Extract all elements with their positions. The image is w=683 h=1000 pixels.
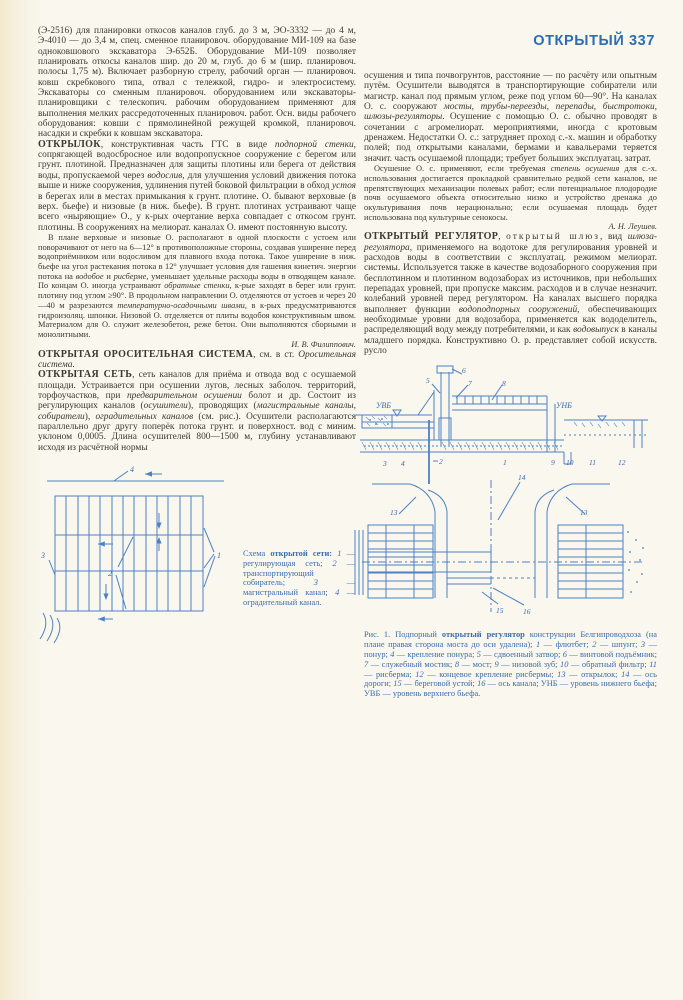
network-arrowheads [98, 471, 162, 621]
paragraph-excavator-continuation: (Э-2516) для планировки откосов каналов глуб. до 3 м, ЭО-3332 — до 4 м, Э-4010 — до 3,4 м, спец. сменное планировоч. оборудование МИ-109 на базе одноковшового экскаватора Э-652Б. Оборудование МИ-109 позволяет планировать откосы каналов шир. до 20 м, глуб. до 6 м (шир. планировоч. полосы 1,75 м). Включает разборную стрелу, рабочий орган — планировоч. ковш скребкового типа, отвал с тележкой, гидро- и электросистему. Экскаваторы со сменным планировоч. оборудованием или экскаваторы-планировщики с телескопич. рабочим оборудованием применяют для выполнения мелких рассредоточенных планировоч. работ. Осн. виды рабочего оборудования: ковши с прямолинейной режущей кромкой, планировоч. насадки и скребки к ковшам экскаватора. [38, 26, 356, 140]
label-2: 2 [439, 457, 443, 467]
label-2: 2 [108, 569, 112, 579]
label-1: 1 [217, 551, 221, 561]
label-13-left: 13 [390, 508, 398, 518]
label-15: 15 [496, 606, 504, 616]
open-network-diagram [38, 463, 234, 685]
network-number-labels [40, 465, 221, 578]
network-lines [40, 471, 224, 643]
cross-section-drawing [354, 366, 648, 484]
regulator-drawing [352, 360, 652, 622]
label-4: 4 [130, 465, 134, 475]
label-uvb: УВБ [376, 401, 391, 411]
label-12: 12 [618, 458, 626, 468]
label-14: 14 [518, 473, 526, 483]
article-otkrytaya-set: ОТКРЫТАЯ СЕТЬ, сеть каналов для приёма и отвода вод с осушаемой площади. Устраивается при осушении лугов, лесных заболоч. территорий, торфоучастков, при предварительном осушении болот и др. Состоит из регулирующих каналов (осушители), проводящих (магистральные каналы, собиратели), оградительных каналов (см. рис.). Осушители располагаются параллельно друг другу поперёк потока грунт. и поверхност. вод с миним. уклоном 0,0005. Длина осушителей 800—1500 м, глубину устанавливают исходя из расчётной нормы [38, 369, 357, 453]
paragraph-drainage-continuation: осушения и типа почвогрунтов, расстояние — по расчёту или опытным путём. Осушители выводятся в транспортирующие собиратели или магистр. канал под прямым углом, реже под углом 60—90°. На каналах О. с. сооружают мосты, трубы-переезды, перепады, быстротоки, шлюзы-регуляторы. Осушение с помощью О. с. обычно проводят в сочетании с агромелиорат. мероприятиями, иногда с кротовым дренажем. Недостатки О. с.: затрудняет проход с.-х. машин и обработку полей; под открытыми каналами, бермами и кавальерами теряется значит. часть осушаемой площади; требует больших эксплуатац. затрат. [364, 71, 657, 164]
left-column [38, 26, 356, 685]
label-5: 5 [426, 376, 430, 386]
figure-caption-open-network: Схема открытой сети: 1 — регулирующая сеть; 2 — транспортирующий собиратель; 3 — магистральный канал; 4 — оградительный канал. [243, 549, 356, 608]
figure-regulator [352, 360, 657, 627]
label-16: 16 [523, 607, 531, 617]
label-9: 9 [551, 458, 555, 468]
label-8: 8 [502, 379, 506, 389]
article-otkrytaya-orositelnaya-sistema: ОТКРЫТАЯ ОРОСИТЕЛЬНАЯ СИСТЕМА, см. в ст. Оросительная система. [38, 348, 356, 370]
label-unb: УНБ [556, 401, 572, 411]
page-gutter-shadow [0, 0, 42, 1000]
label-6: 6 [462, 366, 466, 376]
running-head-page-number: 337 [629, 33, 655, 49]
figure-open-network [38, 463, 356, 685]
paragraph-drainage-smallprint: Осушение О. с. применяют, если требуемая степень осушения для с.-х. использования достигается прокладкой сравнительно редкой сети каналов, не препятствующих механизации полевых работ; если потенциальное плодородие почв осушаемого объекта относительно низко и устройство дренажа до окультуривания почв нерационально; если осушаемая площадь будет использована под культурные сенокосы. [364, 164, 657, 222]
label-3: 3 [383, 459, 387, 469]
plan-view-drawing [355, 480, 642, 612]
article-otkryty-regulator: ОТКРЫТЫЙ РЕГУЛЯТОР, открытый шлюз, вид шлюза-регулятора, применяемого на водотоке для регулирования уровней и расходов воды в соответствии с эксплуатац. режимом мелиорат. системы. Используется также в качестве водозаборного сооружения при бесплотинном и плотинном водозаборах из источников, при небольших перепадах уровней, при пропуске максим. расходов и в случае незначит. колебаний уровней перед регулятором. На каналах высшего порядка выполняет функции водоподпорных сооружений, обеспечивающих необходимые уровни для водозабора, применяется как вододелитель, распределяющий воду между потребителями, и как водовыпуск в каналы младшего порядка. Конструктивно О. р. представляет собой искусств. русло [364, 231, 658, 357]
figure1-caption: Рис. 1. Подпорный открытый регулятор конструкции Белгипроводхоза (на плане правая сторона моста до оси удалена); 1 — флютбет; 2 — шпунт; 3 — понур; 4 — крепление понура; 5 — сдвоенный затвор; 6 — винтовой подъёмник; 7 — служебный мостик; 8 — мост; 9 — низовой зуб; 10 — обратный фильтр; 11 — рисберма; 12 — концевое крепление рисбермы; 13 — открылок; 14 — ось дороги; 15 — береговой устой; 16 — ось канала; УНБ — уровень нижнего бьефа; УВБ — уровень верхнего бьефа. [364, 630, 658, 699]
cross-section-texture [362, 416, 625, 450]
right-column [364, 71, 657, 699]
label-11: 11 [589, 458, 596, 468]
article-otkrylok: ОТКРЫЛОК, конструктивная часть ГТС в виде подпорной стенки, сопрягающей водосбросное или водопропускное сооружение с берегом или грунт. плотиной. Предназначен для защиты плотины или берега от действия воды, пропускаемой через водослив, для улучшения условий движения потока выше и ниже сооружения, удлинения путей боковой фильтрации в обход устоя в берегах или в местах примыкания к грунт. плотине. О. бывают верховые (в верх. бьефе) и низовые (в ниж. бьефе). В грунт. плотинах устраивают чаще всего «ныряющие» О., у к-рых очертание верха совпадает с откосом грунт. плотины. В сооружениях на мелиорат. каналах О. имеют постоянную высоту. [38, 138, 356, 233]
author-signature: И. В. Филиппович. [291, 339, 356, 349]
label-7: 7 [468, 379, 472, 389]
label-1: 1 [503, 458, 507, 468]
label-3: 3 [41, 551, 45, 561]
label-4: 4 [401, 459, 405, 469]
label-13-right: 13 [580, 508, 588, 518]
label-10: 10 [566, 458, 574, 468]
running-head-word: ОТКРЫТЫЙ [533, 33, 625, 49]
article-otkrylok-smallprint: В плане верховые и низовые О. располагают в одной плоскости с устоем или поворачивают от него на 6—12° в противоположные стороны, создавая уширение перед водоприёмником или водосливом для плавного входа потока. Такое уширение в ниж. бьефе на угол растекания потока в 12° улучшает условия для гашения кинетич. энергии потока на водобое и рисберме, уменьшает удельные расходы воды в отводящем канале. По концам О. иногда устраивают обратные стенки, к-рые заходят в берег или грунт. плотину под углом ≥90°. В продольном направлении О. отделяются от устоев и через 20—40 м разрезаются температурно-осадочными швами, в к-рых предусматриваются гидроизоляц. шпонки. Низовой О. отделяется от плиты водобоя конструктивным швом. Материалом для О. служит железобетон, реже бетон. Они выполняются сборными и монолитными. [38, 232, 357, 339]
author-signature: А. Н. Леушев. [608, 222, 657, 232]
running-head [533, 33, 655, 49]
